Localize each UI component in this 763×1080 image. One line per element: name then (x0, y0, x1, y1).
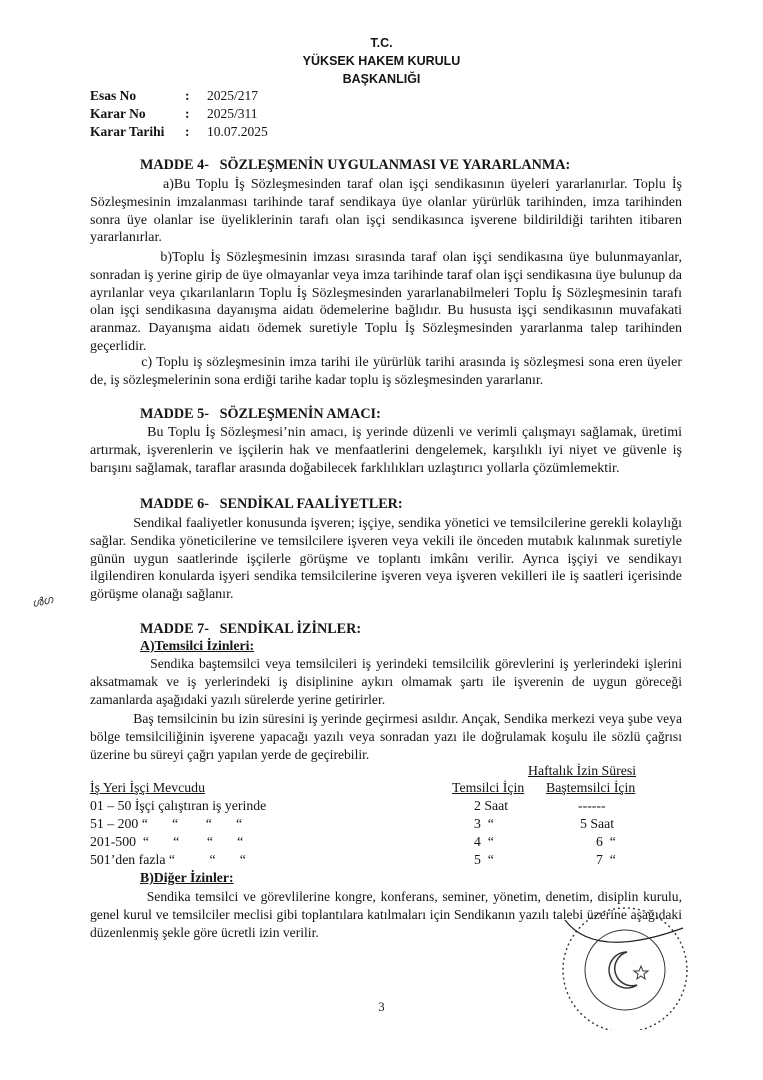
madde-7-title: MADDE 7- SENDİKAL İZİNLER: (140, 621, 362, 637)
meta-karar-tarihi (90, 124, 268, 140)
header-institution: YÜKSEK HAKEM KURULU (302, 54, 461, 68)
meta-value: 2025/217 (207, 88, 259, 103)
table-row-head: 7 “ (596, 852, 616, 867)
table-header-group: Haftalık İzin Süresi (528, 763, 637, 778)
madde-4-title: MADDE 4- SÖZLEŞMENİN UYGULANMASI VE YARARLANMA: (140, 157, 571, 173)
meta-value: 10.07.2025 (207, 124, 268, 139)
table-row-rep: 2 Saat (474, 798, 509, 813)
temsilci-izinleri-label: A)Temsilci İzinleri: (140, 638, 255, 653)
table-col-workers: İş Yeri İşçi Mevcudu (90, 780, 205, 795)
meta-label: Karar No (90, 106, 146, 121)
table-row-range: 01 – 50 İşçi çalıştıran iş yerinde (90, 798, 267, 813)
madde-7-para-2: Baş temsilcinin bu izin süresini iş yerinde geçirmesi asıldır. Ançak, Sendika merkezi veya şube veya bölge temsilciliğinin işverene yapacağı yazılı veya sonradan yazı ile doğrulamak koşulu ile sözlü çağrısı üzerine bu süreyi çağrı yapılan yerde de geçirebilir. (90, 711, 682, 762)
meta-label: Karar Tarihi (90, 124, 165, 139)
meta-value: 2025/311 (207, 106, 258, 121)
madde-4-para-a: a)Bu Toplu İş Sözleşmesinden taraf olan işçi sendikasının üyeleri yararlanırlar. Toplu İş Sözleşmesinin imzalanması tarihinde taraf sendikaya üye olanlar yürürlük tarihinden, imza tarihinden sonra üye olanlar ise üyeliklerinin tarafı olan işçi sendikasınca işverene bildirildiği tarihten itibaren yararlanırlar. (90, 177, 682, 246)
meta-sep: : (185, 88, 190, 103)
meta-sep: : (185, 124, 190, 139)
table-row-rep: 3 “ (474, 816, 494, 831)
table-row-head: 5 Saat (580, 816, 615, 831)
madde-6-title: MADDE 6- SENDİKAL FAALİYETLER: (140, 496, 403, 512)
page-number: 3 (378, 1000, 385, 1014)
meta-esas-no (90, 88, 258, 104)
table-col-rep: Temsilci İçin (452, 780, 525, 795)
table-col-head-rep: Baştemsilci İçin (546, 780, 636, 795)
table-row-head: 6 “ (596, 834, 616, 849)
meta-karar-no (90, 106, 258, 122)
diger-izinler-label: B)Diğer İzinler: (140, 870, 234, 885)
madde-4-para-b: b)Toplu İş Sözleşmesinin imzası sırasında taraf olan işçi sendikasına üye bulunmayanlar, sonradan iş yerine girip de üye olmayanlar veya imza tarihinde taraf olan işçi sendikasına üye bulunup da ayrılanlar veya çıkarılanların Toplu İş Sözleşmesinden yararlanabilmeleri Toplu İş Sözleşmesinin tarafı olan işçi sendikasına dayanışma aidatı ödemelerine bağlıdır. Bu hususta işçi sendikasının muvafakati aranmaz. Dayanışma aidatı ödemek suretiyle Toplu İş Sözleşmesinden yararlanma talep tarihinden geçerlidir. (90, 250, 682, 354)
madde-5-body: Bu Toplu İş Sözleşmesi’nin amacı, iş yerinde düzenli ve verimli çalışmayı sağlamak, üretimi artırmak, işverenlerin ve işçilerin hak ve menfaatlerini dengelemek, karşılıklı iyi niyet ve güvenle iş barışını sağlamak, taraflar arasında doğabilecek farklılıkları uzlaştırıcı yollarla çözümlemektir. (90, 425, 682, 476)
table-row-range: 501’den fazla “ “ “ (90, 852, 246, 867)
table-row-rep: 5 “ (474, 852, 494, 867)
table-row-head: ------ (578, 798, 606, 813)
madde-7-para-3: Sendika temsilci ve görevlilerine kongre, konferans, seminer, yönetim, denetim, disiplin kurulu, genel kurul ve temsilciler meclisi gibi toplantılara katılmaları için Sendikanın yazılı talebi üzerine aşağıdaki düzenlenmiş şekle göre ücretli izin verilir. (90, 889, 682, 940)
madde-6-body: Sendikal faaliyetler konusunda işveren; işçiye, sendika yönetici ve temsilcilerine gerekli kolaylığı sağlar. Sendika yöneticilerine ve temsilcilere işveren veya vekili ile önceden mutabık kalınmak suretiyle günün uygun saatlerinde işçilerle görüşme ve toplantı imkânı verilir. Ayrıca işçiyi ve sendikayı ilgilendiren konularda işyeri sendika temsilcilerine işveren veya işveren vekilleri ile iş saatleri içerisinde görüşme olanağı sağlanır. (90, 516, 682, 603)
table-row-rep: 4 “ (474, 834, 494, 849)
header-tc: T.C. (370, 36, 393, 50)
madde-5-title: MADDE 5- SÖZLEŞMENİN AMACI: (140, 406, 381, 422)
handwritten-initials: ൾഗ (30, 593, 54, 611)
meta-sep: : (185, 106, 190, 121)
table-row-range: 201-500 “ “ “ “ (90, 834, 244, 849)
table-row-range: 51 – 200 “ “ “ “ (90, 816, 243, 831)
header-presidency: BAŞKANLIĞI (342, 72, 421, 86)
meta-label: Esas No (90, 88, 137, 103)
madde-4-para-c: c) Toplu iş sözleşmesinin imza tarihi ile yürürlük tarihi arasında iş sözleşmesi sona eren üyeler de, iş sözleşmelerinin sona erdiği tarihe kadar toplu iş sözleşmesinden yararlanır. (90, 355, 682, 388)
madde-7-para-1: Sendika baştemsilci veya temsilcileri iş yerindeki temsilcilik görevlerini iş yerlerindeki işlerini aksatmamak ve iş yerlerindeki iş disiplinine aykırı olmamak şartı ile işverenin de uygun göreceği zamanlarda aşağıdaki yazılı sürelerde yerine getirirler. (90, 656, 682, 707)
